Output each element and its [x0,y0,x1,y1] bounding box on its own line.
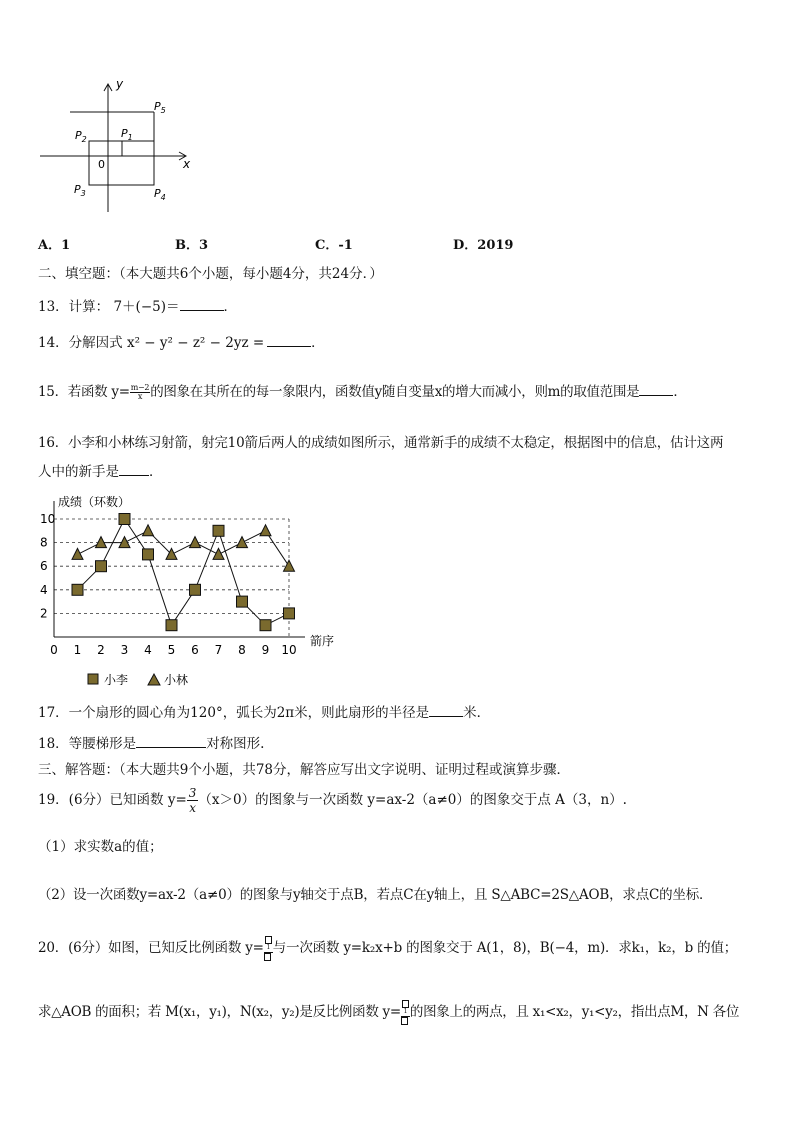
li-point-1 [72,584,83,595]
option-c: C．-1 [315,238,353,253]
y-tick-label: 10 [40,512,56,526]
x-tick-label: 2 [97,643,105,657]
x-tick-label: 3 [120,643,129,657]
question-13: 13．计算： 7＋(−5)＝ ． [38,299,237,315]
lin-point-7 [213,548,224,559]
chart-x-title: 箭序 [310,634,335,648]
question-14: 14．分解因式 x² − y² − z² − 2yz = ． [38,335,325,351]
svg-text:P3: $P_3$ [74,183,86,198]
point-p1-label: P [121,127,128,140]
legend-li-label: 小李 [104,673,129,687]
option-a: A．1 [38,238,71,253]
x-tick-label: 7 [214,643,223,657]
chart-y-title: 成绩（环数） [58,495,131,509]
origin-label: 0 [98,158,105,171]
legend-lin-marker [148,674,160,685]
point-p5-label: P [154,100,161,113]
lin-point-1 [72,548,83,559]
question-19-part2: （2）设一次函数y=ax-2（a≠0）的图象与y轴交于点B，若点C在y轴上，且 S△ABC=2S△AOB，求点C的坐标． [38,887,713,903]
x-axis-label: x [183,157,191,171]
y-tick-label: 2 [40,606,48,621]
lin-point-6 [190,537,201,548]
li-point-2 [96,561,107,572]
question-19: 19．(6分）已知函数 y= $\frac{3}{x}$ （x＞0）的图象与一次函数 y=ax-2（a≠0）的图象交于点 A（3，n）. [38,786,627,815]
li-point-7 [213,525,224,536]
li-point-4 [143,549,154,560]
lin-point-8 [237,537,248,548]
point-p2-label: P [75,129,82,142]
question-17: 17．一个扇形的圆心角为120°，弧长为2π米，则此扇形的半径是 米． [38,705,491,721]
y-tick-label: 6 [40,559,48,574]
x-tick-label: 0 [50,643,58,657]
svg-text:P5: $P_5$ [154,100,166,115]
li-point-8 [237,596,248,607]
lin-point-3 [119,537,130,548]
option-d: D．2019 [453,238,514,253]
svg-text:P1: $P_1$ [121,127,133,142]
section-fill-in-heading: 二、填空题：（本大题共6个小题，每小题4分，共24分．） [38,266,383,282]
coordinate-figure [36,74,206,219]
question-16-line1: 16．小李和小林练习射箭，射完10箭后两人的成绩如图所示，通常新手的成绩不太稳定，根据图中的信息，估计这两 [38,435,724,451]
legend-lin-label: 小林 [164,673,189,687]
section-solution-heading: 三、解答题：（本大题共9个小题，共78分，解答应写出文字说明、证明过程或演算步骤． [38,762,571,778]
li-point-5 [166,620,177,631]
point-p4-label: P [154,187,161,200]
lin-point-4 [143,525,154,536]
x-tick-label: 8 [238,643,246,657]
y-tick-label: 4 [40,582,48,597]
lin-point-2 [96,537,107,548]
legend-li-marker [88,674,98,684]
question-18: 18．等腰梯形是 对称图形. [38,736,265,752]
x-tick-label: 1 [73,643,82,657]
li-point-10 [284,608,295,619]
x-tick-label: 4 [144,643,152,657]
x-tick-label: 6 [191,643,199,657]
li-point-6 [190,584,201,595]
question-19-part1: （1）求实数a的值； [38,839,163,855]
question-20: 20．(6分）如图，已知反比例函数 y= 1 与一次函数 y=k₂x+b 的图象交于 A(1，8)，B(−4，m)．求k₁，k₂，b 的值； [38,936,737,961]
lin-point-10 [284,560,295,571]
lin-point-9 [260,525,271,536]
li-point-3 [119,514,130,525]
x-tick-label: 10 [281,643,297,657]
question-20-continued: 求△AOB 的面积；若 M(x₁，y₁)，N(x₂，y₂)是反比例函数 y= 1 的图象上的两点，且 x₁<x₂，y₁<y₂，指出点M，N 各位 [38,1000,739,1025]
x-tick-label: 9 [261,643,270,657]
li-point-9 [260,620,271,631]
y-axis-label: y [116,77,124,91]
question-16-line2: 人中的新手是 ． [38,464,163,480]
question-15: 15．若函数 y= $\frac{m-2}{x}$ 的图象在其所在的每一象限内，函数值y随自变量x的增大而减小，则m的取值范围是 ． [38,383,687,401]
svg-text:P2: $P_2$ [75,129,87,144]
svg-text:P4: $P_4$ [154,187,166,202]
score-chart [34,490,354,695]
series-line-2 [78,531,290,566]
x-tick-label: 5 [167,643,176,657]
option-b: B．3 [175,238,209,253]
point-p3-label: P [74,183,81,196]
y-tick-label: 8 [40,535,48,550]
